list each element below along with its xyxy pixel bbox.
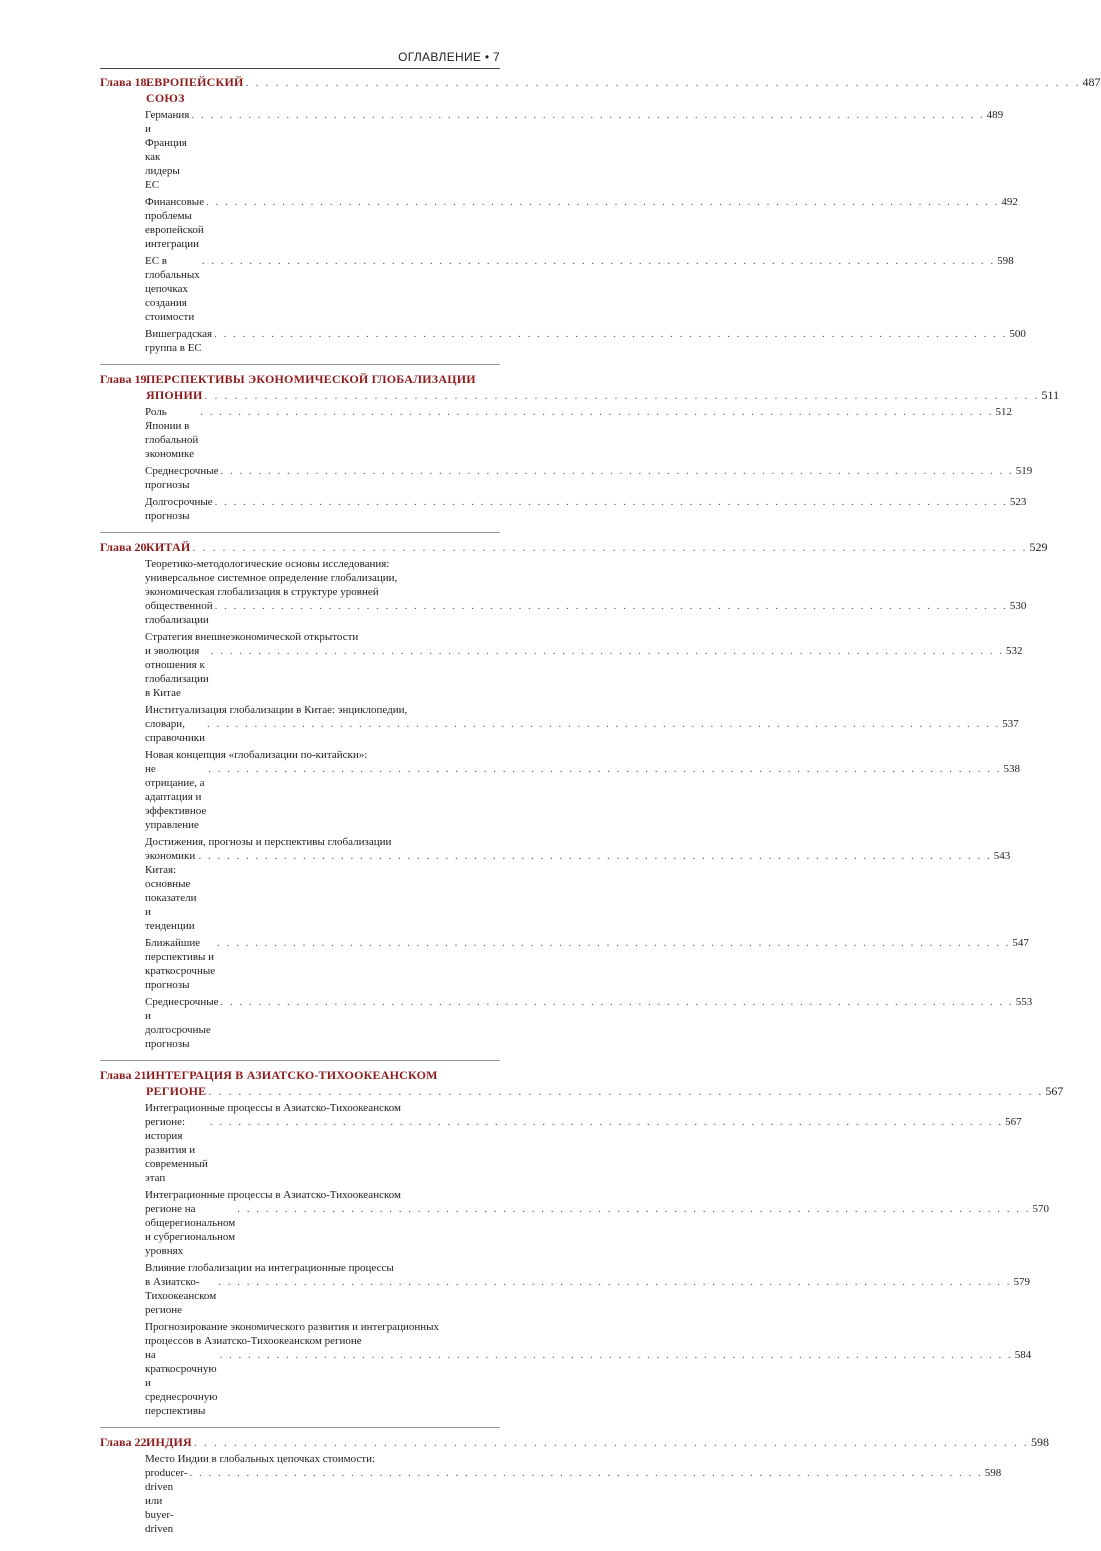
leader-dots: . . . . . . . . . . . . . . . . . . . . . . . . . . . . . . . . . . . . . . . . . . . . . . . . . . . . . . . . . . . . . . . . . . . . . . . . . . . . . . . . . . . . <box>237 1203 1031 1215</box>
leader-dots: . . . . . . . . . . . . . . . . . . . . . . . . . . . . . . . . . . . . . . . . . . . . . . . . . . . . . . . . . . . . . . . . . . . . . . . . . . . . . . . . . . . . <box>217 937 1011 949</box>
table-of-contents <box>100 74 1101 1551</box>
entry-title-text: экономики Китая: основные показатели и тенденции <box>145 850 197 932</box>
entry-page-number: 530 <box>1009 600 1027 612</box>
entry-line <box>145 849 1011 933</box>
entry-title-text: экономическая глобализация в структуре уровней <box>145 586 379 598</box>
toc-entry[interactable] <box>145 1452 1002 1536</box>
section-list <box>145 557 1033 1051</box>
chapter-title-line <box>146 371 1059 387</box>
entry-line <box>145 1202 1049 1258</box>
entry-title-text: Среднесрочные и долгосрочные прогнозы <box>145 996 219 1050</box>
toc-entry[interactable] <box>145 557 1027 627</box>
entry-title-text: в Азиатско-Тихоокеанском регионе <box>145 1276 217 1316</box>
entry-title-text: producer-driven или buyer-driven <box>145 1467 188 1535</box>
entry-page-number: 519 <box>1015 465 1033 477</box>
chapter-title-line <box>146 74 1101 106</box>
entry-line <box>145 405 1013 461</box>
entry-title-text: общественной глобализации <box>145 600 213 626</box>
entry-page-number: 492 <box>1001 196 1018 208</box>
chapter-page-number: 529 <box>1029 540 1048 554</box>
leader-dots: . . . . . . . . . . . . . . . . . . . . . . . . . . . . . . . . . . . . . . . . . . . . . . . . . . . . . . . . . . . . . . . . . . . . . . . . . . . . . . . . . . . . <box>210 645 1005 657</box>
chapter-title-text: ЯПОНИИ <box>146 388 203 402</box>
entry-page-number: 523 <box>1009 496 1027 508</box>
toc-entry[interactable] <box>145 703 1019 745</box>
entry-page-number: 489 <box>986 109 1004 121</box>
entry-page-number: 538 <box>1003 763 1020 775</box>
entry-page-number: 584 <box>1014 1349 1032 1361</box>
toc-entry[interactable] <box>145 195 1018 251</box>
entry-page-number: 500 <box>1009 328 1026 340</box>
toc-entry[interactable] <box>145 630 1023 700</box>
leader-dots: . . . . . . . . . . . . . . . . . . . . . . . . . . . . . . . . . . . . . . . . . . . . . . . . . . . . . . . . . . . . . . . . . . . . . . . . . . . . . . . . . . . . <box>192 540 1028 554</box>
entry-line <box>145 1320 500 1334</box>
toc-entry[interactable] <box>145 1261 1030 1317</box>
chapter-heading[interactable] <box>100 1434 1049 1450</box>
leader-dots: . . . . . . . . . . . . . . . . . . . . . . . . . . . . . . . . . . . . . . . . . . . . . . . . . . . . . . . . . . . . . . . . . . . . . . . . . . . . . . . . . . . . <box>245 75 1081 89</box>
entry-line <box>145 585 500 599</box>
toc-entry[interactable] <box>145 1101 1022 1185</box>
entry-title-text: Место Индии в глобальных цепочках стоимости: <box>145 1453 376 1465</box>
leader-dots: . . . . . . . . . . . . . . . . . . . . . . . . . . . . . . . . . . . . . . . . . . . . . . . . . . . . . . . . . . . . . . . . . . . . . . . . . . . . . . . . . . . . <box>204 388 1040 402</box>
entry-line <box>145 1261 500 1275</box>
leader-dots: . . . . . . . . . . . . . . . . . . . . . . . . . . . . . . . . . . . . . . . . . . . . . . . . . . . . . . . . . . . . . . . . . . . . . . . . . . . . . . . . . . . . <box>191 109 985 121</box>
leader-dots: . . . . . . . . . . . . . . . . . . . . . . . . . . . . . . . . . . . . . . . . . . . . . . . . . . . . . . . . . . . . . . . . . . . . . . . . . . . . . . . . . . . . <box>214 328 1008 340</box>
entry-title-text: Влияние глобализации на интеграционные процессы <box>145 1262 394 1274</box>
entry-title-text: Теоретико-методологические основы исследования: <box>145 558 390 570</box>
chapter-page-number: 567 <box>1045 1084 1064 1098</box>
entry-page-number: 598 <box>984 1467 1002 1479</box>
entry-line <box>145 1466 1002 1536</box>
entry-title-text: процессов в Азиатско-Тихоокеанском регионе <box>145 1335 362 1347</box>
entry-line <box>145 599 1027 627</box>
entry-page-number: 547 <box>1012 937 1029 949</box>
entry-title-text: не отрицание, а адаптация и эффективное управление <box>145 763 207 831</box>
chapter-title-line <box>146 539 1047 555</box>
toc-entry[interactable] <box>145 405 1013 461</box>
entry-title-text: Стратегия внешнеэкономической открытости <box>145 631 359 643</box>
chapter-number: Глава 21. <box>100 1068 150 1082</box>
header-rule <box>100 68 500 69</box>
chapter-title-line <box>146 1067 1063 1083</box>
entry-line <box>145 1452 500 1466</box>
chapter-title-text: ЕВРОПЕЙСКИЙ СОЮЗ <box>146 75 244 105</box>
entry-title-text: и эволюция отношения к глобализации в Китае <box>145 645 209 699</box>
leader-dots: . . . . . . . . . . . . . . . . . . . . . . . . . . . . . . . . . . . . . . . . . . . . . . . . . . . . . . . . . . . . . . . . . . . . . . . . . . . . . . . . . . . . <box>214 496 1008 508</box>
entry-line <box>145 557 500 571</box>
entry-title-text: словари, справочники <box>145 718 206 744</box>
header-bullet: • <box>484 50 490 64</box>
chapter-title <box>145 371 1059 403</box>
chapter-title-text: ИНДИЯ <box>146 1435 192 1449</box>
running-header <box>100 50 500 66</box>
entry-page-number: 512 <box>995 406 1013 418</box>
chapter-title-line <box>146 1083 1063 1099</box>
entry-line <box>145 703 500 717</box>
chapter-block <box>100 1434 1049 1545</box>
chapter-title-line <box>146 1434 1049 1450</box>
entry-title-text: Интеграционные процессы в Азиатско-Тихоокеанском <box>145 1189 401 1201</box>
toc-entry[interactable] <box>145 936 1029 992</box>
entry-page-number: 598 <box>997 255 1014 267</box>
chapter-number: Глава 22. <box>100 1435 150 1449</box>
entry-title-text: Прогнозирование экономического развития и интеграционных <box>145 1321 440 1333</box>
leader-dots: . . . . . . . . . . . . . . . . . . . . . . . . . . . . . . . . . . . . . . . . . . . . . . . . . . . . . . . . . . . . . . . . . . . . . . . . . . . . . . . . . . . . <box>209 1116 1004 1128</box>
chapter-block <box>100 539 1048 1061</box>
chapter-heading[interactable] <box>100 1067 1064 1099</box>
leader-dots: . . . . . . . . . . . . . . . . . . . . . . . . . . . . . . . . . . . . . . . . . . . . . . . . . . . . . . . . . . . . . . . . . . . . . . . . . . . . . . . . . . . . <box>208 1084 1044 1098</box>
chapter-title <box>145 1067 1063 1099</box>
toc-entry[interactable] <box>145 495 1027 523</box>
entry-page-number: 532 <box>1006 645 1023 657</box>
entry-line <box>145 630 500 644</box>
leader-dots: . . . . . . . . . . . . . . . . . . . . . . . . . . . . . . . . . . . . . . . . . . . . . . . . . . . . . . . . . . . . . . . . . . . . . . . . . . . . . . . . . . . . <box>206 196 1000 208</box>
leader-dots: . . . . . . . . . . . . . . . . . . . . . . . . . . . . . . . . . . . . . . . . . . . . . . . . . . . . . . . . . . . . . . . . . . . . . . . . . . . . . . . . . . . . <box>218 1276 1012 1288</box>
header-page-number: 7 <box>493 50 500 64</box>
entry-title-text: Достижения, прогнозы и перспективы глобализации <box>145 836 392 848</box>
entry-line <box>145 1275 1030 1317</box>
entry-line <box>145 464 1033 492</box>
entry-title-text: ЕС в глобальных цепочках создания стоимости <box>145 255 200 323</box>
entry-page-number: 579 <box>1013 1276 1030 1288</box>
entry-title-text: регионе на общерегиональном и субрегиональном уровнях <box>145 1203 236 1257</box>
leader-dots: . . . . . . . . . . . . . . . . . . . . . . . . . . . . . . . . . . . . . . . . . . . . . . . . . . . . . . . . . . . . . . . . . . . . . . . . . . . . . . . . . . . . <box>207 718 1001 730</box>
leader-dots: . . . . . . . . . . . . . . . . . . . . . . . . . . . . . . . . . . . . . . . . . . . . . . . . . . . . . . . . . . . . . . . . . . . . . . . . . . . . . . . . . . . . <box>220 465 1014 477</box>
leader-dots: . . . . . . . . . . . . . . . . . . . . . . . . . . . . . . . . . . . . . . . . . . . . . . . . . . . . . . . . . . . . . . . . . . . . . . . . . . . . . . . . . . . . <box>214 600 1008 612</box>
chapter-title <box>145 539 1047 555</box>
entry-line <box>145 254 1014 324</box>
chapter-number: Глава 20. <box>100 540 150 554</box>
chapter-page-number: 598 <box>1030 1435 1049 1449</box>
chapter-title <box>145 1434 1049 1450</box>
chapter-block <box>100 74 1101 365</box>
toc-entry[interactable] <box>145 254 1014 324</box>
entry-title-text: Финансовые проблемы европейской интеграции <box>145 196 205 250</box>
entry-line <box>145 936 1029 992</box>
chapter-number: Глава 19. <box>100 372 150 386</box>
section-list <box>145 108 1026 355</box>
chapter-title-line <box>146 387 1059 403</box>
chapter-number: Глава 18. <box>100 75 150 89</box>
entry-line <box>145 571 500 585</box>
entry-line <box>145 995 1033 1051</box>
entry-title-text: Среднесрочные прогнозы <box>145 465 219 491</box>
toc-entry[interactable] <box>145 835 1011 933</box>
section-list <box>145 1101 1049 1418</box>
chapter-heading[interactable] <box>100 371 1060 403</box>
entry-page-number: 537 <box>1002 718 1019 730</box>
chapter-page-number: 487 <box>1082 75 1101 89</box>
entry-line <box>145 327 1026 355</box>
toc-entry[interactable] <box>145 1188 1049 1258</box>
entry-line <box>145 717 1019 745</box>
toc-entry[interactable] <box>145 1320 1032 1418</box>
leader-dots: . . . . . . . . . . . . . . . . . . . . . . . . . . . . . . . . . . . . . . . . . . . . . . . . . . . . . . . . . . . . . . . . . . . . . . . . . . . . . . . . . . . . <box>198 850 992 862</box>
leader-dots: . . . . . . . . . . . . . . . . . . . . . . . . . . . . . . . . . . . . . . . . . . . . . . . . . . . . . . . . . . . . . . . . . . . . . . . . . . . . . . . . . . . . <box>208 763 1002 775</box>
entry-title-text: универсальное системное определение глобализации, <box>145 572 398 584</box>
entry-page-number: 543 <box>993 850 1011 862</box>
chapter-title <box>145 74 1101 106</box>
leader-dots: . . . . . . . . . . . . . . . . . . . . . . . . . . . . . . . . . . . . . . . . . . . . . . . . . . . . . . . . . . . . . . . . . . . . . . . . . . . . . . . . . . . . <box>220 996 1014 1008</box>
entry-line <box>145 1115 1022 1185</box>
leader-dots: . . . . . . . . . . . . . . . . . . . . . . . . . . . . . . . . . . . . . . . . . . . . . . . . . . . . . . . . . . . . . . . . . . . . . . . . . . . . . . . . . . . . <box>201 255 996 267</box>
leader-dots: . . . . . . . . . . . . . . . . . . . . . . . . . . . . . . . . . . . . . . . . . . . . . . . . . . . . . . . . . . . . . . . . . . . . . . . . . . . . . . . . . . . . <box>200 406 994 418</box>
entry-line <box>145 108 1004 192</box>
entry-title-text: Интеграционные процессы в Азиатско-Тихоокеанском <box>145 1102 401 1114</box>
chapter-heading[interactable] <box>100 539 1048 555</box>
chapter-title-text: РЕГИОНЕ <box>146 1084 207 1098</box>
entry-title-text: Роль Японии в глобальной экономике <box>145 406 199 460</box>
chapter-title-text: ИНТЕГРАЦИЯ В АЗИАТСКО-ТИХООКЕАНСКОМ <box>146 1068 438 1082</box>
entry-line <box>145 748 500 762</box>
entry-title-text: Долгосрочные прогнозы <box>145 496 213 522</box>
chapter-title-text: ПЕРСПЕКТИВЫ ЭКОНОМИЧЕСКОЙ ГЛОБАЛИЗАЦИИ <box>146 372 476 386</box>
toc-entry[interactable] <box>145 464 1033 492</box>
entry-title-text: Институализация глобализации в Китае: энциклопедии, <box>145 704 408 716</box>
entry-line <box>145 1334 500 1348</box>
toc-entry[interactable] <box>145 748 1020 832</box>
section-list <box>145 405 1033 523</box>
entry-line <box>145 762 1020 832</box>
entry-line <box>145 195 1018 251</box>
entry-title-text: на краткосрочную и среднесрочную перспективы <box>145 1349 218 1417</box>
entry-title-text: Германия и Франция как лидеры ЕС <box>145 109 190 191</box>
entry-line <box>145 495 1027 523</box>
entry-title-text: Ближайшие перспективы и краткосрочные прогнозы <box>145 937 216 991</box>
entry-line <box>145 644 1023 700</box>
entry-page-number: 570 <box>1032 1203 1049 1215</box>
leader-dots: . . . . . . . . . . . . . . . . . . . . . . . . . . . . . . . . . . . . . . . . . . . . . . . . . . . . . . . . . . . . . . . . . . . . . . . . . . . . . . . . . . . . <box>193 1435 1029 1449</box>
entry-line <box>145 1348 1032 1418</box>
section-list <box>145 1452 1002 1536</box>
entry-page-number: 567 <box>1005 1116 1022 1128</box>
chapter-block <box>100 1067 1064 1428</box>
leader-dots: . . . . . . . . . . . . . . . . . . . . . . . . . . . . . . . . . . . . . . . . . . . . . . . . . . . . . . . . . . . . . . . . . . . . . . . . . . . . . . . . . . . . <box>219 1349 1013 1361</box>
toc-entry[interactable] <box>145 327 1026 355</box>
chapter-title-text: КИТАЙ <box>146 540 191 554</box>
chapter-block <box>100 371 1060 533</box>
entry-line <box>145 1101 500 1115</box>
entry-line <box>145 1188 500 1202</box>
header-section-title: ОГЛАВЛЕНИЕ <box>398 50 482 64</box>
chapter-page-number: 511 <box>1041 388 1060 402</box>
entry-line <box>145 835 500 849</box>
entry-title-text: регионе: история развития и современный этап <box>145 1116 208 1184</box>
entry-page-number: 553 <box>1015 996 1033 1008</box>
entry-title-text: Вишеградская группа в ЕС <box>145 328 213 354</box>
toc-entry[interactable] <box>145 108 1004 192</box>
entry-title-text: Новая концепция «глобализации по-китайски»: <box>145 749 368 761</box>
leader-dots: . . . . . . . . . . . . . . . . . . . . . . . . . . . . . . . . . . . . . . . . . . . . . . . . . . . . . . . . . . . . . . . . . . . . . . . . . . . . . . . . . . . . <box>189 1467 983 1479</box>
toc-entry[interactable] <box>145 995 1033 1051</box>
chapter-heading[interactable] <box>100 74 1101 106</box>
